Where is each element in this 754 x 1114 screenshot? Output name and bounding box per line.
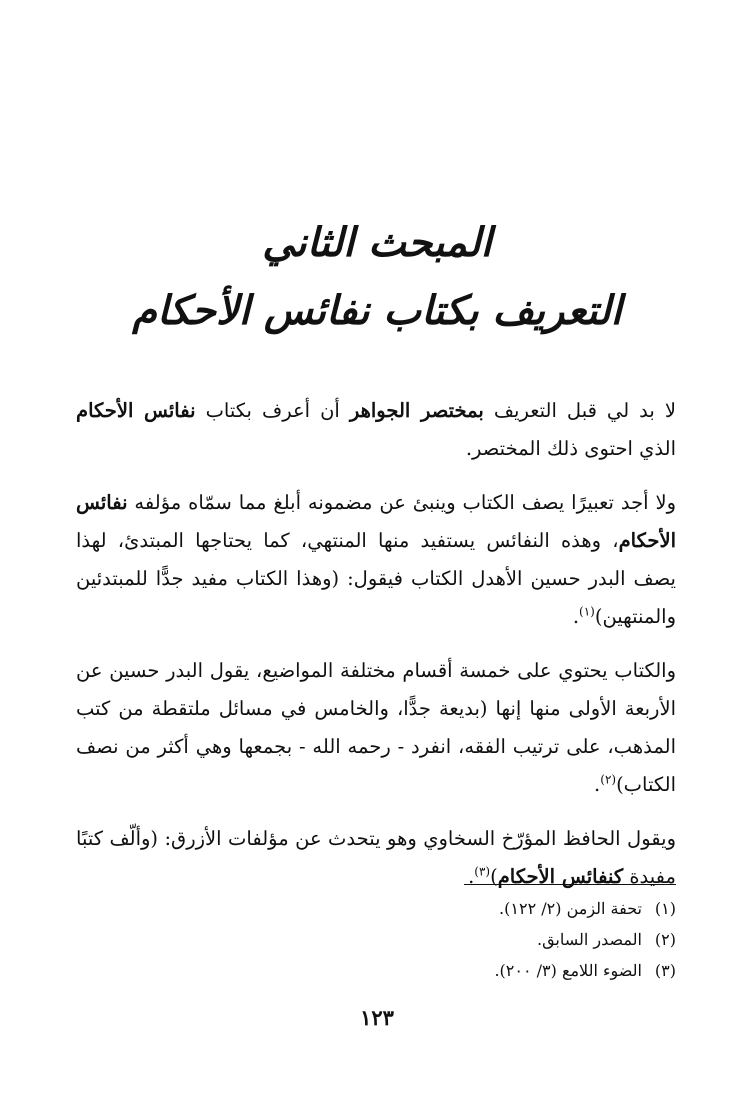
paragraph-3 [76, 652, 676, 804]
footnote-text: الضوء اللامع (٣/ ٢٠٠). [494, 961, 642, 980]
footnote-text: المصدر السابق. [536, 930, 642, 949]
footnote-ref: (١) [579, 604, 595, 619]
bold-term: كنفائس الأحكام [497, 865, 624, 888]
paragraph-1 [76, 392, 676, 468]
page-number: ١٢٣ [360, 1005, 394, 1030]
section-heading: المبحث الثاني [262, 219, 492, 266]
section-titles [0, 218, 754, 336]
text-run: لا بد لي قبل التعريف [483, 399, 676, 422]
footnote-ref: (٢) [600, 772, 617, 787]
paragraph-2 [76, 484, 676, 636]
text-run: . [572, 605, 580, 628]
footnote-ref: (٣) [474, 864, 491, 879]
text-run: ويقول الحافظ المؤرّخ السخاوي وهو يتحدث عن مؤلفات الأزرق: (وألّف كتبًا مفيدة [76, 827, 676, 888]
text-run: أن أعرف بكتاب [195, 399, 350, 422]
text-run: ) [490, 865, 498, 888]
section-subheading: التعريف بكتاب نفائس الأحكام [132, 287, 622, 334]
text-run: ولا أجد تعبيرًا يصف الكتاب وينبئ عن مضمونه أبلغ مما سمّاه مؤلفه [127, 491, 676, 514]
footnote-1 [80, 893, 676, 924]
footnote-text: تحفة الزمن (٢/ ١٢٢). [499, 899, 642, 918]
bold-term: نفائس الأحكام [76, 399, 196, 422]
text-run: ، وهذه النفائس يستفيد منها المنتهي، كما يحتاجها المبتدئ، لهذا يصف البدر حسين الأهدل الكتاب فيقول: (وهذا الكتاب مفيد جدًّا للمبتدئين والمنتهين) [76, 529, 676, 628]
body-text [76, 392, 676, 912]
text-run: الذي احتوى ذلك المختصر. [465, 437, 676, 460]
footnote-number: (٣) [654, 961, 676, 980]
footnote-number: (١) [654, 899, 676, 918]
bold-term: نفائس الأحكام [76, 491, 676, 552]
footnote-3 [80, 955, 676, 986]
bold-term: بمختصر الجواهر [349, 399, 484, 422]
footnote-number: (٢) [654, 930, 676, 949]
footnotes [80, 893, 676, 986]
footnote-2 [80, 924, 676, 955]
footnote-divider [464, 884, 676, 885]
text-run: . [468, 865, 475, 888]
text-run: . [594, 773, 601, 796]
text-run: والكتاب يحتوي على خمسة أقسام مختلفة المواضيع، يقول البدر حسين عن الأربعة الأولى منها إنها (بديعة جدًّا، والخامس في مسائل ملتقطة من كتب المذهب، على ترتيب الفقه، انفرد - رحمه الله - بجمعها وهي أكثر من نصف الكتاب) [76, 659, 676, 796]
